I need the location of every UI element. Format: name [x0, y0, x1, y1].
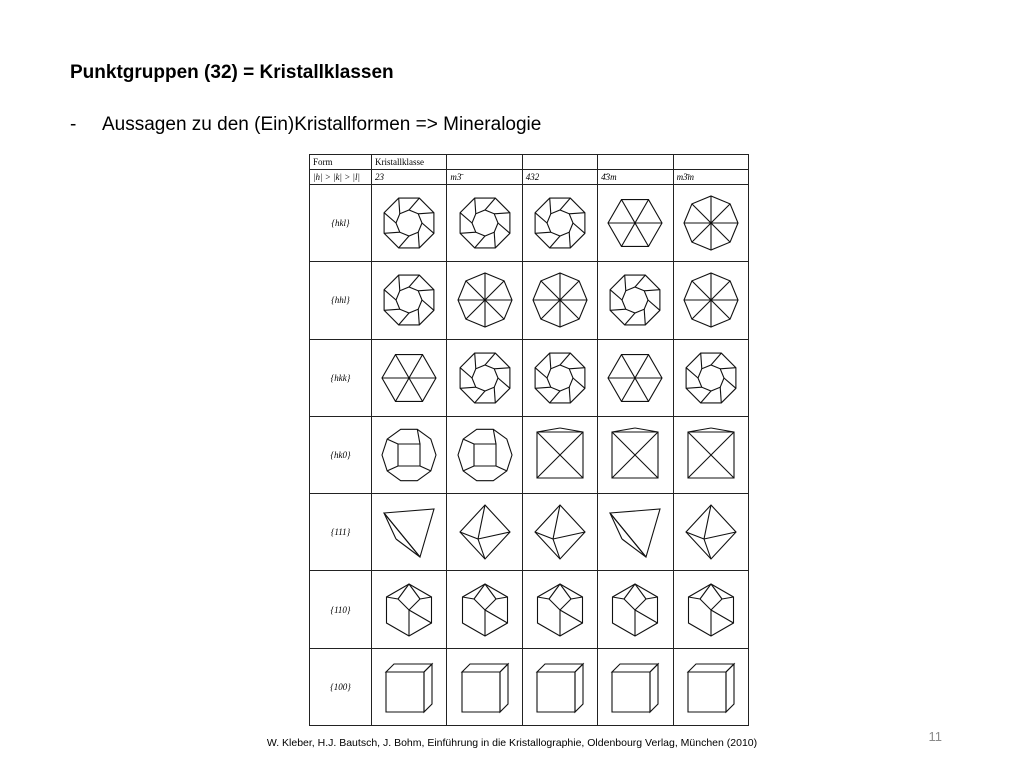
table-row	[310, 185, 749, 262]
rhombic-dodecahedron-icon	[376, 577, 442, 643]
bullet-dash: -	[70, 114, 77, 135]
form-label: {100}	[310, 648, 372, 725]
tetrahedron-icon	[602, 499, 668, 565]
deltoid-icositetrahedron-icon	[527, 345, 593, 411]
shape-cell	[673, 185, 748, 262]
shape-cell	[522, 416, 597, 493]
class-label: 23	[372, 170, 447, 185]
shape-cell	[372, 262, 447, 339]
shape-cell	[447, 339, 522, 416]
deltoid-dodecahedron-icon	[602, 267, 668, 333]
header-class: Kristallklasse	[372, 155, 447, 170]
form-label: {hkl}	[310, 185, 372, 262]
shape-cell	[522, 185, 597, 262]
tetrakis-hexahedron-icon	[678, 422, 744, 488]
diploid-icon	[452, 190, 518, 256]
form-label: {hhl}	[310, 262, 372, 339]
form-label: {111}	[310, 494, 372, 571]
form-label: {110}	[310, 571, 372, 648]
shape-cell	[447, 185, 522, 262]
shape-cell	[522, 494, 597, 571]
triakis-octahedron-icon	[527, 267, 593, 333]
deltoid-icositetrahedron-icon	[452, 345, 518, 411]
hexakis-octahedron-icon	[678, 190, 744, 256]
table-row	[310, 494, 749, 571]
table-class-row	[310, 170, 749, 185]
shape-cell	[673, 262, 748, 339]
octahedron-icon	[678, 499, 744, 565]
triakis-tetrahedron-icon	[602, 345, 668, 411]
table-row	[310, 648, 749, 725]
shape-cell	[447, 494, 522, 571]
class-label: m3̄	[447, 170, 522, 185]
triakis-tetrahedron-icon	[376, 345, 442, 411]
table-row	[310, 416, 749, 493]
citation: W. Kleber, H.J. Bautsch, J. Bohm, Einführung in die Kristallographie, Oldenbourg Verlag, München (2010)	[266, 737, 758, 749]
tetrahedron-icon	[376, 499, 442, 565]
shape-cell	[673, 339, 748, 416]
tetrakis-hexahedron-icon	[602, 422, 668, 488]
class-label: 4̄3m	[598, 170, 673, 185]
class-label: m3̄m	[673, 170, 748, 185]
class-label: 432	[522, 170, 597, 185]
shape-cell	[673, 494, 748, 571]
shape-cell	[522, 571, 597, 648]
shape-cell	[598, 262, 673, 339]
shape-cell	[598, 648, 673, 725]
form-label: {hk0}	[310, 416, 372, 493]
shape-cell	[447, 262, 522, 339]
bullet-item	[70, 114, 541, 136]
form-label: {hkk}	[310, 339, 372, 416]
shape-cell	[372, 416, 447, 493]
condition-label: |h| > |k| > |l|	[310, 170, 372, 185]
deltoid-dodecahedron-icon	[376, 267, 442, 333]
rhombic-dodecahedron-icon	[452, 577, 518, 643]
cube-icon	[376, 654, 442, 720]
shape-cell	[598, 185, 673, 262]
pentagon-dodecahedron-icon	[452, 422, 518, 488]
tetrakis-hexahedron-icon	[527, 422, 593, 488]
octahedron-icon	[527, 499, 593, 565]
crystal-forms-table	[309, 154, 749, 726]
shape-cell	[598, 494, 673, 571]
shape-cell	[522, 648, 597, 725]
tetartoid-icon	[376, 190, 442, 256]
header-form: Form	[310, 155, 372, 170]
hexakis-tetrahedron-icon	[602, 190, 668, 256]
shape-cell	[673, 416, 748, 493]
rhombic-dodecahedron-icon	[678, 577, 744, 643]
deltoid-icositetrahedron-icon	[678, 345, 744, 411]
shape-cell	[372, 648, 447, 725]
cube-icon	[452, 654, 518, 720]
cube-icon	[602, 654, 668, 720]
shape-cell	[447, 571, 522, 648]
shape-cell	[372, 339, 447, 416]
shape-cell	[372, 185, 447, 262]
shape-cell	[598, 571, 673, 648]
page-number: 11	[928, 729, 942, 744]
table-row	[310, 339, 749, 416]
cube-icon	[678, 654, 744, 720]
shape-cell	[673, 648, 748, 725]
table-row	[310, 571, 749, 648]
rhombic-dodecahedron-icon	[602, 577, 668, 643]
shape-cell	[372, 571, 447, 648]
shape-cell	[598, 416, 673, 493]
shape-cell	[447, 648, 522, 725]
table-row	[310, 262, 749, 339]
gyroid-icon	[527, 190, 593, 256]
shape-cell	[447, 416, 522, 493]
pentagon-dodecahedron-icon	[376, 422, 442, 488]
shape-cell	[598, 339, 673, 416]
shape-cell	[372, 494, 447, 571]
bullet-text: Aussagen zu den (Ein)Kristallformen => Mineralogie	[102, 114, 542, 135]
triakis-octahedron-icon	[678, 267, 744, 333]
triakis-octahedron-icon	[452, 267, 518, 333]
cube-icon	[527, 654, 593, 720]
shape-cell	[673, 571, 748, 648]
rhombic-dodecahedron-icon	[527, 577, 593, 643]
shape-cell	[522, 262, 597, 339]
shape-cell	[522, 339, 597, 416]
octahedron-icon	[452, 499, 518, 565]
table-header-row	[310, 155, 749, 170]
crystal-forms-figure	[309, 154, 749, 726]
slide-title: Punktgruppen (32) = Kristallklassen	[70, 62, 394, 83]
